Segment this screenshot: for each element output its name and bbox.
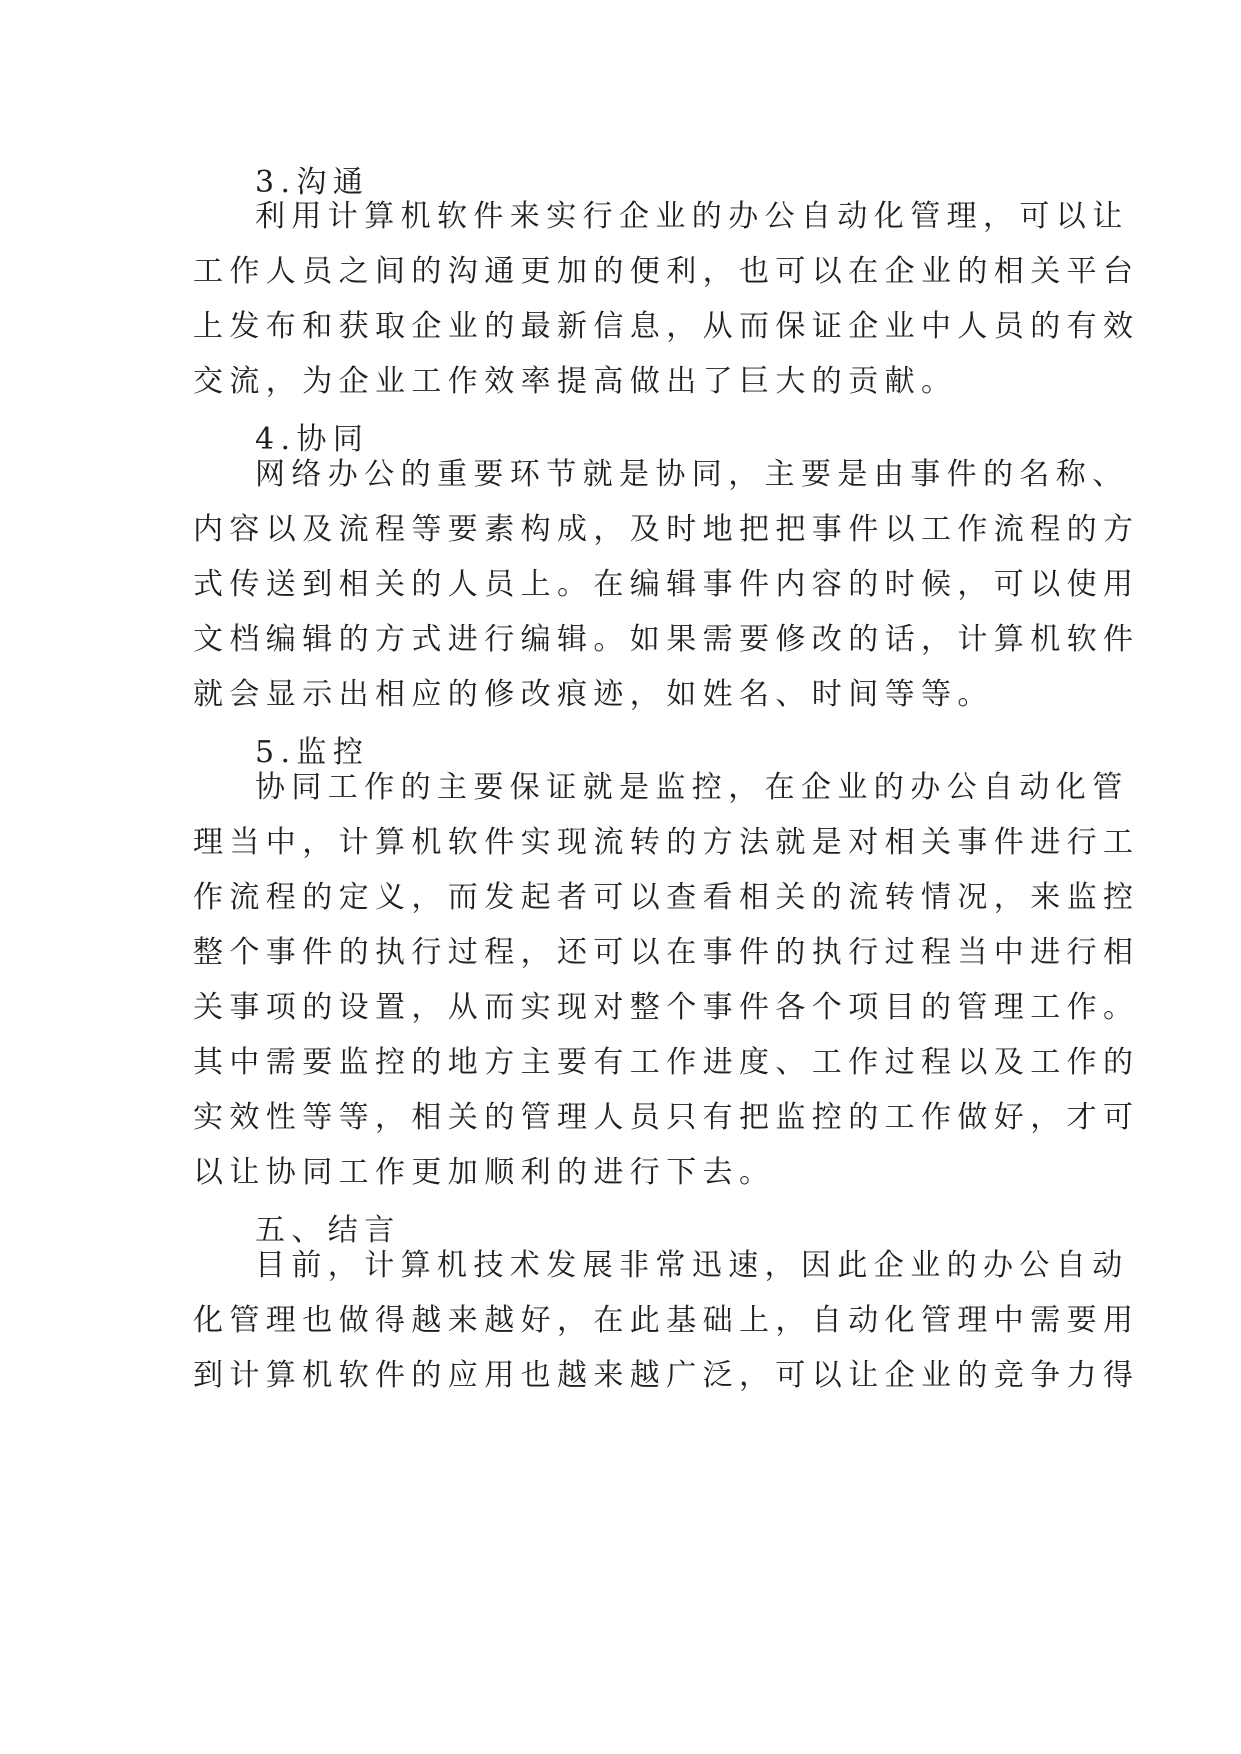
paragraph-line: 实效性等等，相关的管理人员只有把监控的工作做好，才可 [193,1100,1140,1135]
paragraph-line: 工作人员之间的沟通更加的便利，也可以在企业的相关平台 [193,254,1140,289]
section-heading-communication: 3.沟通 [255,165,370,200]
paragraph-line: 整个事件的执行过程，还可以在事件的执行过程当中进行相 [193,935,1140,970]
paragraph-line: 到计算机软件的应用也越来越广泛，可以让企业的竞争力得 [193,1358,1140,1393]
paragraph-line: 协同工作的主要保证就是监控，在企业的办公自动化管 [255,770,1129,805]
paragraph-line: 关事项的设置，从而实现对整个事件各个项目的管理工作。 [193,990,1140,1025]
paragraph-line: 以让协同工作更加顺利的进行下去。 [193,1155,776,1190]
paragraph-line: 交流，为企业工作效率提高做出了巨大的贡献。 [193,364,958,399]
section-heading-collaboration: 4.协同 [255,422,370,457]
paragraph-line: 上发布和获取企业的最新信息，从而保证企业中人员的有效 [193,309,1140,344]
paragraph-line: 利用计算机软件来实行企业的办公自动化管理，可以让 [255,199,1129,234]
section-heading-conclusion: 五、结言 [255,1213,401,1248]
paragraph-line: 内容以及流程等要素构成，及时地把把事件以工作流程的方 [193,512,1140,547]
paragraph-line: 作流程的定义，而发起者可以查看相关的流转情况，来监控 [193,880,1140,915]
paragraph-line: 理当中，计算机软件实现流转的方法就是对相关事件进行工 [193,825,1140,860]
paragraph-line: 就会显示出相应的修改痕迹，如姓名、时间等等。 [193,677,994,712]
paragraph-line: 式传送到相关的人员上。在编辑事件内容的时候，可以使用 [193,567,1140,602]
paragraph-line: 其中需要监控的地方主要有工作进度、工作过程以及工作的 [193,1045,1140,1080]
paragraph-line: 目前，计算机技术发展非常迅速，因此企业的办公自动 [255,1248,1129,1283]
paragraph-line: 文档编辑的方式进行编辑。如果需要修改的话，计算机软件 [193,622,1140,657]
paragraph-line: 网络办公的重要环节就是协同，主要是由事件的名称、 [255,457,1129,492]
section-heading-monitoring: 5.监控 [255,735,370,770]
paragraph-line: 化管理也做得越来越好，在此基础上，自动化管理中需要用 [193,1303,1140,1338]
